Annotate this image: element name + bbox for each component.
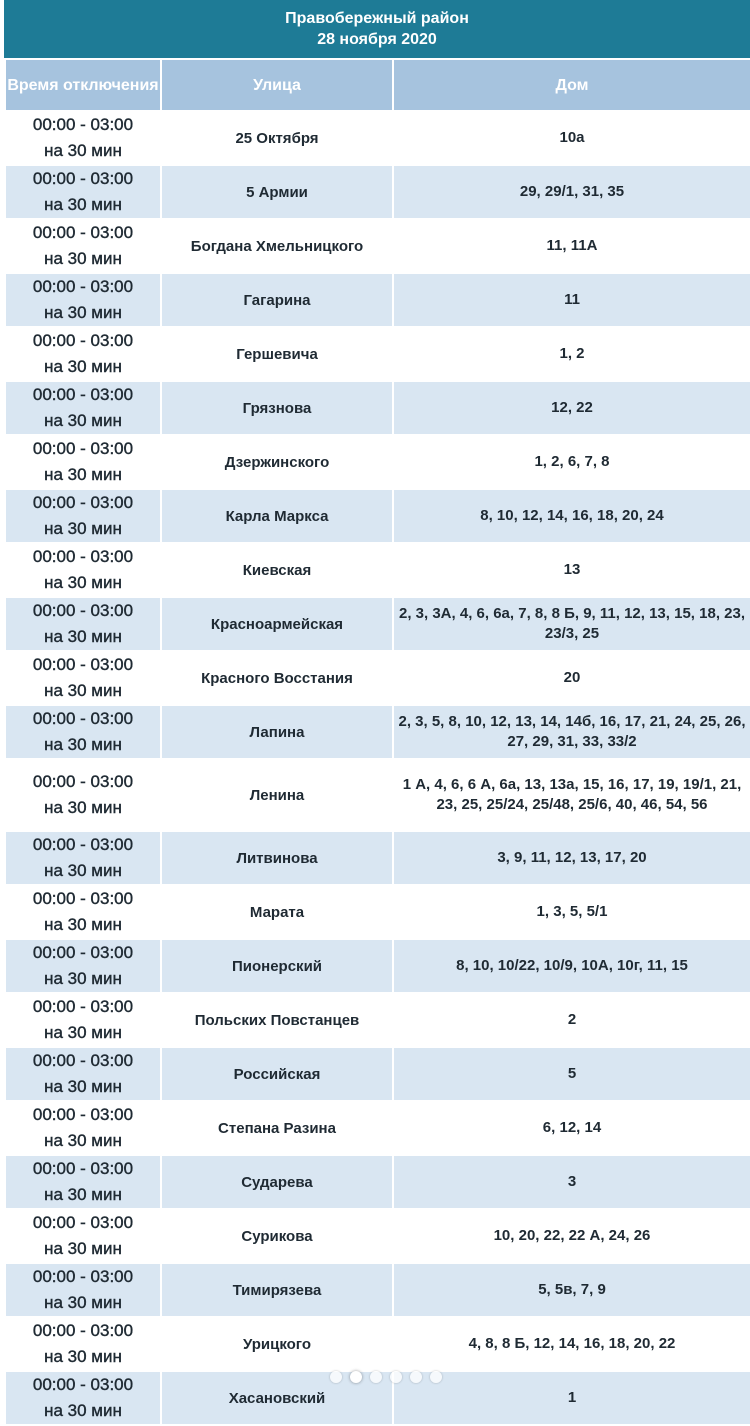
street-cell: Лапина [161, 705, 393, 759]
street-cell: Хасановский [161, 1371, 393, 1425]
outage-duration: на 30 мин [44, 735, 122, 754]
outage-duration: на 30 мин [44, 465, 122, 484]
houses-cell: 1, 2 [393, 327, 750, 381]
outage-duration: на 30 мин [44, 1401, 122, 1420]
street-cell: Польских Повстанцев [161, 993, 393, 1047]
outage-time-range: 00:00 - 03:00 [32, 1321, 134, 1340]
table-row [5, 939, 750, 993]
outage-duration: на 30 мин [44, 861, 122, 880]
header-street: Улица [161, 59, 393, 111]
outage-duration: на 30 мин [44, 1077, 122, 1096]
outage-time-cell [5, 597, 161, 651]
table-row [5, 885, 750, 939]
houses-cell: 1 А, 4, 6, 6 А, 6а, 13, 13а, 15, 16, 17, 19, 19/1, 21, 23, 25, 25/24, 25/48, 25/6, 40, 46, 54, 56 [393, 759, 750, 831]
street-cell: Красного Восстания [161, 651, 393, 705]
outage-duration: на 30 мин [44, 1239, 122, 1258]
houses-cell: 3, 9, 11, 12, 13, 17, 20 [393, 831, 750, 885]
table-row [5, 165, 750, 219]
outage-time-cell [5, 111, 161, 165]
outage-time-cell [5, 273, 161, 327]
outage-time-cell [5, 885, 161, 939]
table-row [5, 1155, 750, 1209]
outage-duration: на 30 мин [44, 969, 122, 988]
outage-time-cell [5, 705, 161, 759]
houses-cell: 1, 2, 6, 7, 8 [393, 435, 750, 489]
street-cell: Урицкого [161, 1317, 393, 1371]
table-row [5, 543, 750, 597]
street-cell: Гершевича [161, 327, 393, 381]
street-cell: Гагарина [161, 273, 393, 327]
outage-time-range: 00:00 - 03:00 [32, 835, 134, 854]
outage-time-cell [5, 435, 161, 489]
table-header-row [5, 59, 750, 111]
outage-time-range: 00:00 - 03:00 [32, 889, 134, 908]
outage-time-cell [5, 1155, 161, 1209]
outage-time-cell [5, 219, 161, 273]
header-house: Дом [393, 59, 750, 111]
outage-time-cell [5, 543, 161, 597]
outage-duration: на 30 мин [44, 1131, 122, 1150]
table-row [5, 327, 750, 381]
outage-time-cell [5, 165, 161, 219]
outage-duration: на 30 мин [44, 573, 122, 592]
houses-cell: 6, 12, 14 [393, 1101, 750, 1155]
outage-time-range: 00:00 - 03:00 [32, 772, 134, 791]
outage-duration: на 30 мин [44, 249, 122, 268]
outage-time-range: 00:00 - 03:00 [32, 1375, 134, 1394]
table-row [5, 435, 750, 489]
table-row [5, 1263, 750, 1317]
houses-cell: 20 [393, 651, 750, 705]
outage-time-cell [5, 381, 161, 435]
street-cell: Литвинова [161, 831, 393, 885]
street-cell: Степана Разина [161, 1101, 393, 1155]
outage-duration: на 30 мин [44, 141, 122, 160]
outage-time-range: 00:00 - 03:00 [32, 331, 134, 350]
houses-cell: 8, 10, 12, 14, 16, 18, 20, 24 [393, 489, 750, 543]
table-row [5, 993, 750, 1047]
table-row [5, 111, 750, 165]
outage-duration: на 30 мин [44, 915, 122, 934]
district-title: Правобережный район [285, 10, 469, 27]
outage-time-range: 00:00 - 03:00 [32, 943, 134, 962]
houses-cell: 2, 3, 5, 8, 10, 12, 13, 14, 14б, 16, 17, 21, 24, 25, 26, 27, 29, 31, 33, 33/2 [393, 705, 750, 759]
outage-time-cell [5, 993, 161, 1047]
outage-time-range: 00:00 - 03:00 [32, 385, 134, 404]
outage-time-cell [5, 1101, 161, 1155]
outage-time-range: 00:00 - 03:00 [32, 709, 134, 728]
outage-time-range: 00:00 - 03:00 [32, 115, 134, 134]
outage-duration: на 30 мин [44, 1185, 122, 1204]
table-body [5, 111, 750, 1425]
outage-duration: на 30 мин [44, 1293, 122, 1312]
outage-time-cell [5, 759, 161, 831]
houses-cell: 13 [393, 543, 750, 597]
houses-cell: 12, 22 [393, 381, 750, 435]
carousel-dot[interactable] [330, 1371, 342, 1383]
outage-time-range: 00:00 - 03:00 [32, 1267, 134, 1286]
outage-time-range: 00:00 - 03:00 [32, 223, 134, 242]
table-row [5, 1101, 750, 1155]
carousel-dot[interactable] [430, 1371, 442, 1383]
table-row [5, 1317, 750, 1371]
houses-cell: 11 [393, 273, 750, 327]
outage-duration: на 30 мин [44, 357, 122, 376]
outage-time-range: 00:00 - 03:00 [32, 655, 134, 674]
street-cell: Грязнова [161, 381, 393, 435]
houses-cell: 11, 11А [393, 219, 750, 273]
houses-cell: 8, 10, 10/22, 10/9, 10А, 10г, 11, 15 [393, 939, 750, 993]
table-row [5, 597, 750, 651]
houses-cell: 29, 29/1, 31, 35 [393, 165, 750, 219]
street-cell: Дзержинского [161, 435, 393, 489]
carousel-dot[interactable] [350, 1371, 362, 1383]
table-row [5, 1047, 750, 1101]
table-row [5, 651, 750, 705]
outage-time-range: 00:00 - 03:00 [32, 601, 134, 620]
street-cell: 5 Армии [161, 165, 393, 219]
outage-time-range: 00:00 - 03:00 [32, 493, 134, 512]
outage-duration: на 30 мин [44, 1347, 122, 1366]
street-cell: Красноармейская [161, 597, 393, 651]
houses-cell: 2, 3, 3А, 4, 6, 6а, 7, 8, 8 Б, 9, 11, 12, 13, 15, 18, 23, 23/3, 25 [393, 597, 750, 651]
outage-time-cell [5, 1371, 161, 1425]
outage-time-cell [5, 939, 161, 993]
outage-time-range: 00:00 - 03:00 [32, 997, 134, 1016]
outage-time-cell [5, 831, 161, 885]
houses-cell: 1 [393, 1371, 750, 1425]
outage-duration: на 30 мин [44, 519, 122, 538]
outage-time-cell [5, 1209, 161, 1263]
date-title: 28 ноября 2020 [317, 31, 437, 48]
outage-time-cell [5, 489, 161, 543]
street-cell: Ленина [161, 759, 393, 831]
outage-time-cell [5, 651, 161, 705]
street-cell: Сударева [161, 1155, 393, 1209]
outage-time-range: 00:00 - 03:00 [32, 1051, 134, 1070]
houses-cell: 2 [393, 993, 750, 1047]
houses-cell: 5, 5в, 7, 9 [393, 1263, 750, 1317]
street-cell: Российская [161, 1047, 393, 1101]
carousel-dot[interactable] [410, 1371, 422, 1383]
houses-cell: 1, 3, 5, 5/1 [393, 885, 750, 939]
table-row [5, 705, 750, 759]
street-cell: Киевская [161, 543, 393, 597]
outage-duration: на 30 мин [44, 798, 122, 817]
outage-time-cell [5, 1263, 161, 1317]
outage-time-range: 00:00 - 03:00 [32, 169, 134, 188]
outage-table [4, 58, 750, 1426]
carousel-dot[interactable] [390, 1371, 402, 1383]
carousel-dots [330, 1370, 470, 1384]
carousel-dot[interactable] [370, 1371, 382, 1383]
outage-time-range: 00:00 - 03:00 [32, 1105, 134, 1124]
table-row [5, 759, 750, 831]
table-row [5, 489, 750, 543]
outage-duration: на 30 мин [44, 195, 122, 214]
outage-duration: на 30 мин [44, 303, 122, 322]
outage-duration: на 30 мин [44, 681, 122, 700]
header-time: Время отключения [5, 59, 161, 111]
outage-time-range: 00:00 - 03:00 [32, 547, 134, 566]
street-cell: Марата [161, 885, 393, 939]
outage-time-cell [5, 1047, 161, 1101]
street-cell: Богдана Хмельницкого [161, 219, 393, 273]
houses-cell: 3 [393, 1155, 750, 1209]
outage-duration: на 30 мин [44, 411, 122, 430]
table-row [5, 1209, 750, 1263]
table-row [5, 273, 750, 327]
table-title [4, 0, 750, 58]
table-row [5, 831, 750, 885]
street-cell: Сурикова [161, 1209, 393, 1263]
street-cell: Тимирязева [161, 1263, 393, 1317]
outage-time-range: 00:00 - 03:00 [32, 277, 134, 296]
outage-time-cell [5, 1317, 161, 1371]
outage-time-range: 00:00 - 03:00 [32, 1213, 134, 1232]
houses-cell: 5 [393, 1047, 750, 1101]
outage-time-cell [5, 327, 161, 381]
outage-duration: на 30 мин [44, 1023, 122, 1042]
table-row [5, 381, 750, 435]
houses-cell: 4, 8, 8 Б, 12, 14, 16, 18, 20, 22 [393, 1317, 750, 1371]
houses-cell: 10а [393, 111, 750, 165]
street-cell: Пионерский [161, 939, 393, 993]
outage-time-range: 00:00 - 03:00 [32, 1159, 134, 1178]
outage-duration: на 30 мин [44, 627, 122, 646]
houses-cell: 10, 20, 22, 22 А, 24, 26 [393, 1209, 750, 1263]
street-cell: 25 Октября [161, 111, 393, 165]
table-row [5, 219, 750, 273]
street-cell: Карла Маркса [161, 489, 393, 543]
outage-time-range: 00:00 - 03:00 [32, 439, 134, 458]
